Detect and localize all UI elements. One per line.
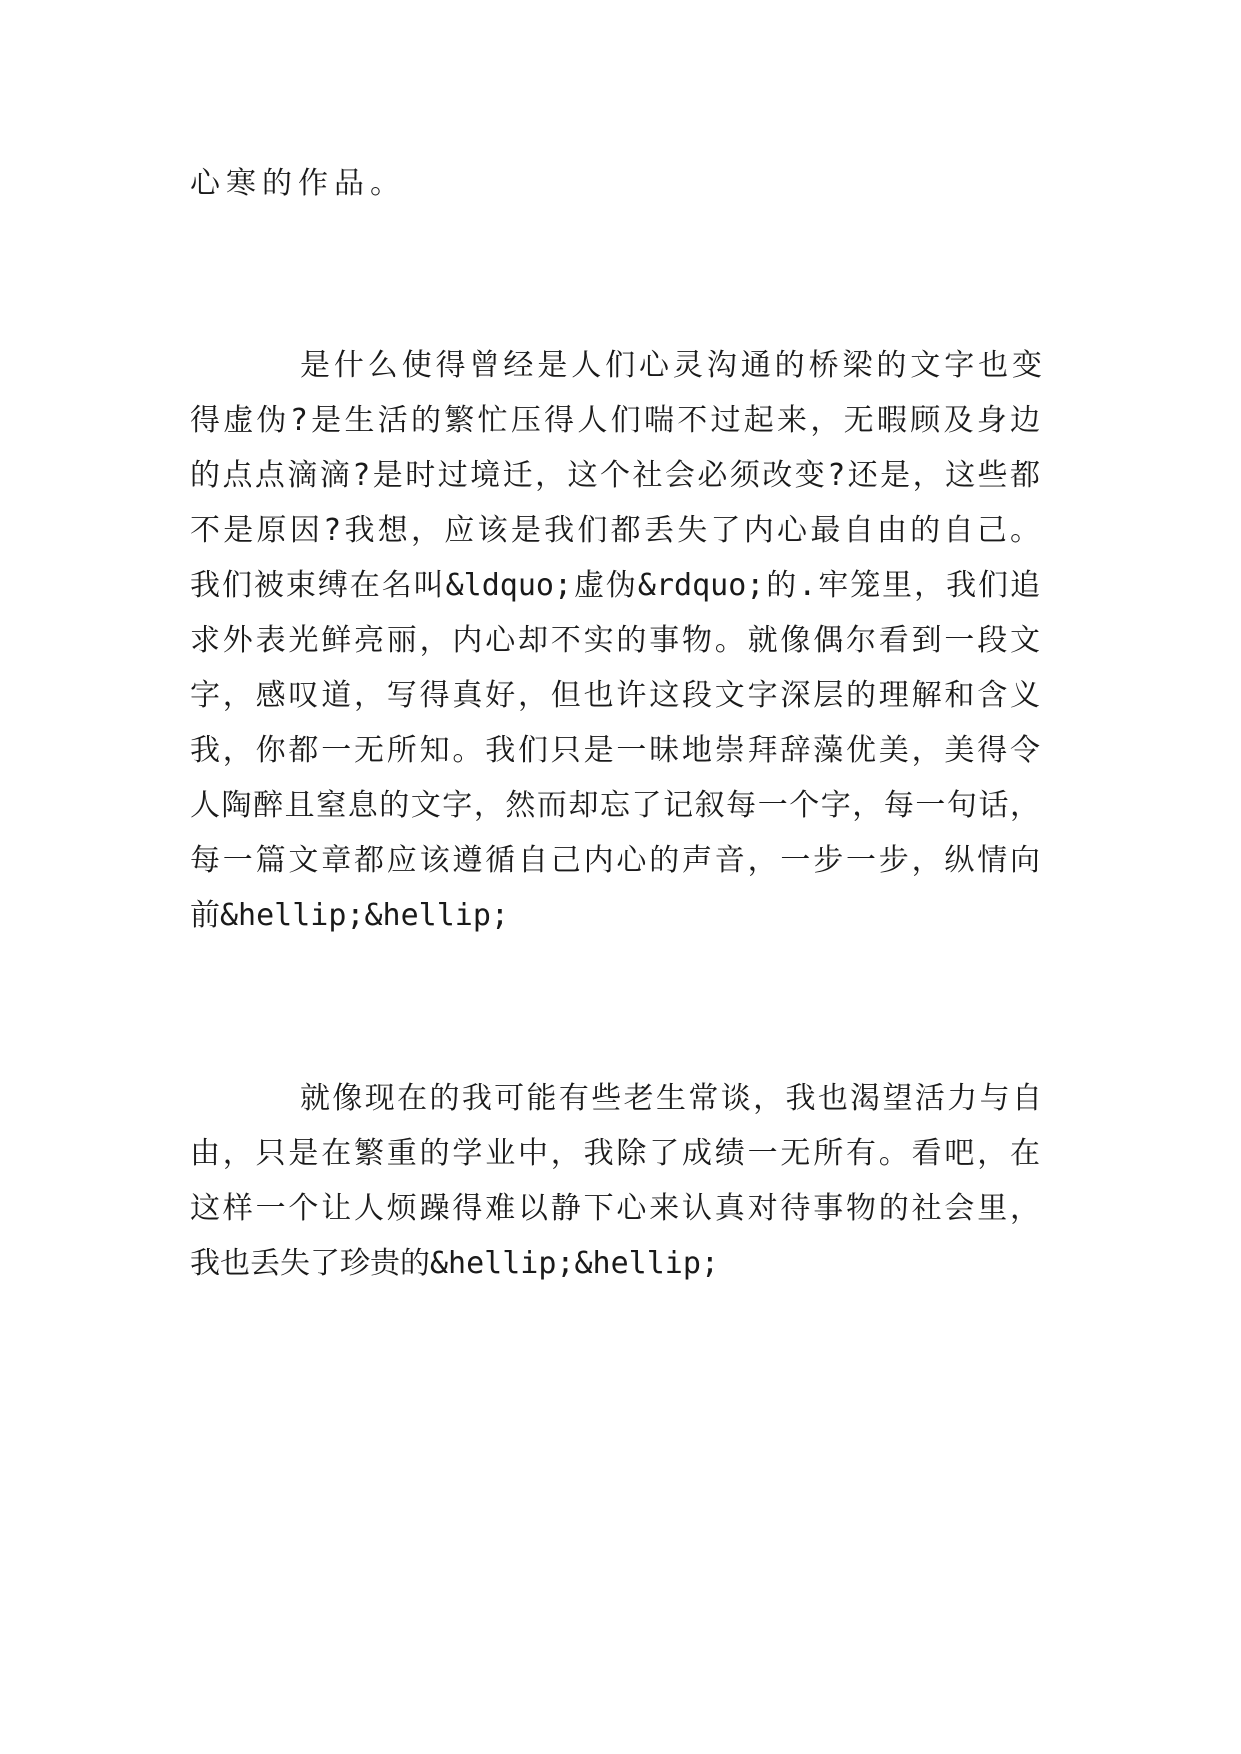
text-line: 人陶醉且窒息的文字，然而却忘了记叙每一个字，每一句话， <box>190 788 1040 823</box>
text-line: 字，感叹道，写得真好，但也许这段文字深层的理解和含义 <box>190 678 1040 713</box>
text-line: 我们被束缚在名叫&ldquo;虚伪&rdquo;的.牢笼里，我们追 <box>190 568 1040 603</box>
text-line: 我，你都一无所知。我们只是一昧地崇拜辞藻优美，美得令 <box>190 733 1040 768</box>
text-line: 我也丢失了珍贵的&hellip;&hellip; <box>190 1246 719 1281</box>
text-line: 这样一个让人烦躁得难以静下心来认真对待事物的社会里， <box>190 1191 1040 1226</box>
text-line: 得虚伪?是生活的繁忙压得人们喘不过起来，无暇顾及身边 <box>190 403 1040 438</box>
text-line: 不是原因?我想，应该是我们都丢失了内心最自由的自己。 <box>190 513 1040 548</box>
text-line: 前&hellip;&hellip; <box>190 898 509 933</box>
paragraph-first-line: 是什么使得曾经是人们心灵沟通的桥梁的文字也变 <box>300 348 1042 383</box>
text-line: 心寒的作品。 <box>190 166 406 201</box>
text-line: 每一篇文章都应该遵循自己内心的声音，一步一步，纵情向 <box>190 843 1040 878</box>
text-line: 求外表光鲜亮丽，内心却不实的事物。就像偶尔看到一段文 <box>190 623 1040 658</box>
text-line: 的点点滴滴?是时过境迁，这个社会必须改变?还是，这些都 <box>190 458 1040 493</box>
text-line: 由，只是在繁重的学业中，我除了成绩一无所有。看吧，在 <box>190 1136 1040 1171</box>
paragraph-first-line: 就像现在的我可能有些老生常谈，我也渴望活力与自 <box>300 1081 1042 1116</box>
